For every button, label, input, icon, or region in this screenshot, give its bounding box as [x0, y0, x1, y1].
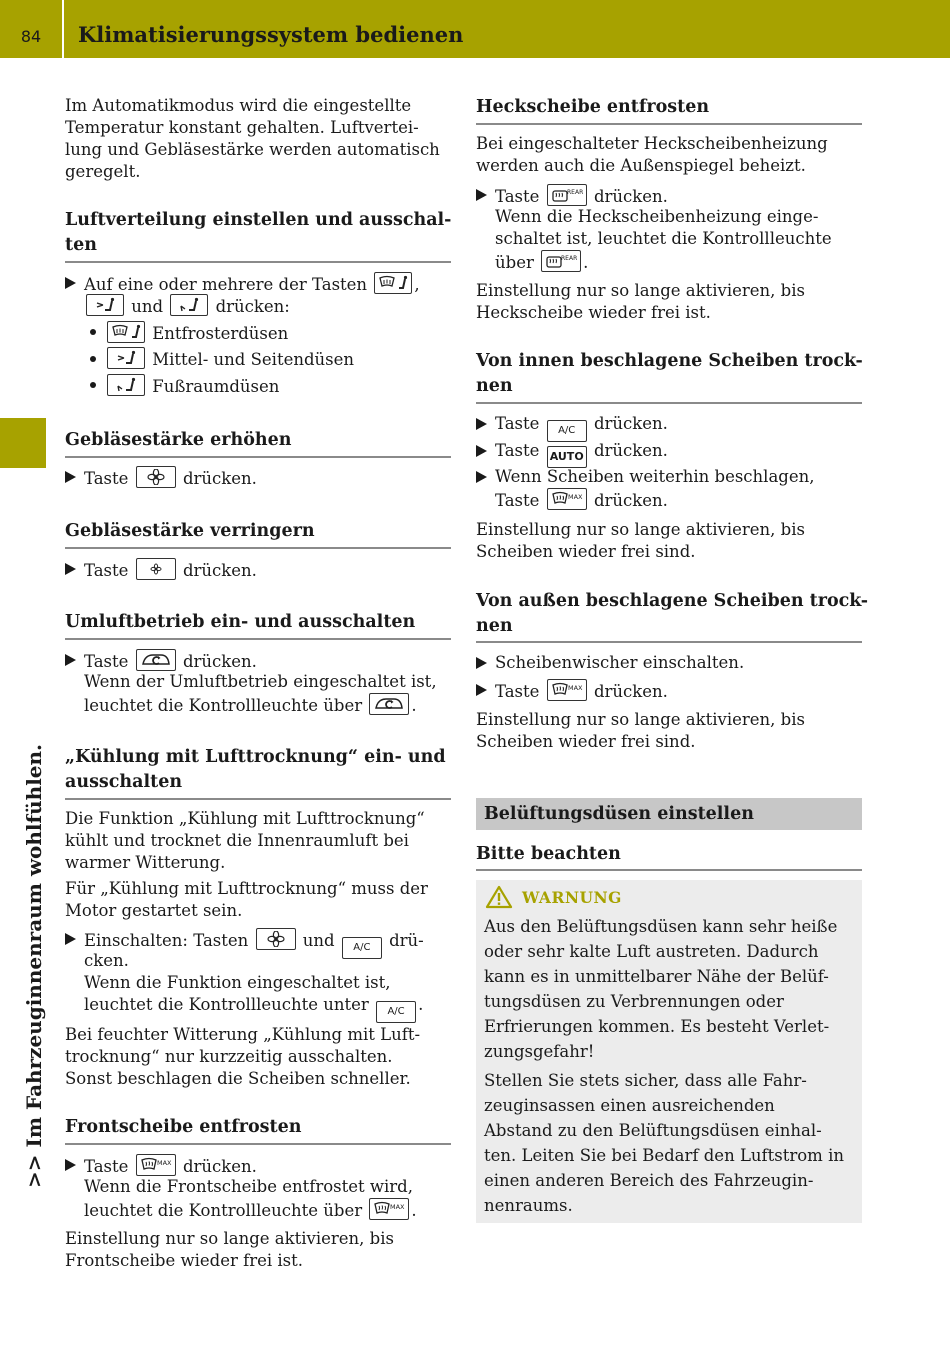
bullet-icon	[90, 329, 96, 335]
step-text: cken.	[84, 951, 129, 970]
svg-text:REAR: REAR	[561, 255, 578, 262]
step-text: Auf eine oder mehrere der Tasten	[84, 275, 368, 294]
section-heading: nen	[476, 376, 513, 396]
section-heading: ausschalten	[65, 772, 183, 792]
warning-line: tungsdüsen zu Verbrennungen oder	[484, 992, 784, 1011]
defrost-vent-key-icon	[374, 272, 412, 294]
page-number: 84	[20, 27, 42, 46]
step-text: ,	[414, 275, 420, 294]
step-text: Wenn die Funktion eingeschaltet ist,	[84, 973, 391, 992]
step-text: drücken.	[593, 682, 668, 701]
svg-text:MAX: MAX	[156, 1159, 172, 1167]
step-text: Taste	[84, 1157, 129, 1176]
step-arrow-icon	[65, 1159, 76, 1171]
section-heading: Frontscheibe entfrosten	[65, 1117, 302, 1137]
step-arrow-icon	[65, 277, 76, 289]
step-text: und	[302, 931, 335, 950]
heading-rule	[65, 261, 451, 263]
step-arrow-icon	[65, 471, 76, 483]
intro-line: geregelt.	[65, 162, 141, 181]
page-title: Klimatisierungssystem bedienen	[78, 22, 464, 47]
step-text: Einschalten: Tasten	[84, 931, 249, 950]
heading-rule	[65, 547, 451, 549]
section-heading: Luftverteilung einstellen und ausschal-	[65, 210, 452, 230]
step-text: über	[495, 253, 534, 272]
step-arrow-icon	[65, 563, 76, 575]
paragraph-line: Einstellung nur so lange aktivieren, bis	[65, 1229, 394, 1248]
step-arrow-icon	[65, 933, 76, 945]
section-heading: Heckscheibe entfrosten	[476, 97, 710, 117]
step-text: Taste	[84, 561, 129, 580]
auto-key: AUTO	[547, 446, 587, 468]
bullet-text: Fußraumdüsen	[152, 377, 280, 396]
step-text: Taste	[495, 682, 540, 701]
step-text: drücken.	[593, 187, 668, 206]
fan-high-key-icon	[136, 466, 176, 488]
step-text: Wenn Scheiben weiterhin beschlagen,	[495, 467, 815, 486]
paragraph-line: warmer Witterung.	[65, 853, 226, 872]
paragraph-line: Frontscheibe wieder frei ist.	[65, 1251, 304, 1270]
section-heading: nen	[476, 616, 513, 636]
step-text: Taste	[495, 491, 540, 510]
recirculation-key-icon	[136, 649, 176, 671]
warning-line: kann es in unmittelbarer Nähe der Belüf-	[484, 967, 829, 986]
warning-triangle-icon	[484, 884, 514, 914]
ac-key: A/C	[376, 1001, 416, 1023]
section-bar	[476, 798, 862, 830]
section-bar-title: Belüftungsdüsen einstellen	[484, 804, 754, 824]
paragraph-line: trocknung“ nur kurzzeitig ausschalten.	[65, 1047, 393, 1066]
section-heading: Von innen beschlagene Scheiben trock-	[476, 351, 863, 371]
step-text: .	[411, 1201, 417, 1220]
warning-line: oder sehr kalte Luft austreten. Dadurch	[484, 942, 819, 961]
step-text: drücken.	[182, 561, 257, 580]
defrost-vent-key-icon	[107, 321, 145, 343]
paragraph-line: Die Funktion „Kühlung mit Lufttrocknung“	[65, 809, 425, 828]
step-text: .	[418, 995, 424, 1014]
rear-defrost-key-icon	[541, 250, 581, 272]
warning-line: nenraums.	[484, 1196, 573, 1215]
step-text: drücken.	[593, 441, 668, 460]
page-header	[0, 0, 950, 58]
heading-rule	[476, 869, 862, 871]
paragraph-line: Einstellung nur so lange aktivieren, bis	[476, 710, 805, 729]
bullet-text: Entfrosterdüsen	[152, 324, 289, 343]
step-text: Taste	[495, 414, 540, 433]
warning-line: Abstand zu den Belüftungsdüsen einhal-	[484, 1121, 822, 1140]
step-text: drücken.	[182, 1157, 257, 1176]
bullet-text: Mittel- und Seitendüsen	[152, 350, 355, 369]
svg-text:REAR: REAR	[566, 189, 583, 196]
step-arrow-icon	[476, 657, 487, 669]
max-defrost-key-icon	[369, 1198, 409, 1220]
heading-rule	[65, 638, 451, 640]
paragraph-line: werden auch die Außenspiegel beheizt.	[476, 156, 806, 175]
step-text: .	[411, 696, 417, 715]
rear-defrost-key-icon	[547, 184, 587, 206]
footwell-vent-key-icon	[170, 294, 208, 316]
section-heading: „Kühlung mit Lufttrocknung“ ein- und	[65, 747, 446, 767]
section-heading: Von außen beschlagene Scheiben trock-	[476, 591, 868, 611]
step-arrow-icon	[476, 445, 487, 457]
svg-text:MAX: MAX	[567, 493, 583, 501]
paragraph-line: Einstellung nur so lange aktivieren, bis	[476, 281, 805, 300]
heading-rule	[65, 798, 451, 800]
step-text: leuchtet die Kontrollleuchte unter	[84, 995, 369, 1014]
svg-text:MAX: MAX	[390, 1203, 405, 1211]
heading-rule	[65, 1143, 451, 1145]
paragraph-line: Einstellung nur so lange aktivieren, bis	[476, 520, 805, 539]
heading-rule	[476, 123, 862, 125]
paragraph-line: Heckscheibe wieder frei ist.	[476, 303, 711, 322]
paragraph-line: Scheiben wieder frei sind.	[476, 732, 696, 751]
step-text: drü-	[389, 931, 424, 950]
step-arrow-icon	[476, 471, 487, 483]
chapter-side-label: >> Im Fahrzeuginnenraum wohlfühlen.	[22, 743, 46, 1188]
step-text: Wenn der Umluftbetrieb eingeschaltet ist,	[84, 672, 437, 691]
paragraph-line: kühlt und trocknet die Innenraumluft bei	[65, 831, 409, 850]
step-text: drücken.	[182, 469, 257, 488]
max-defrost-key-icon	[547, 488, 587, 510]
bullet-icon	[90, 356, 96, 362]
paragraph-line: Bei feuchter Witterung „Kühlung mit Luft-	[65, 1025, 421, 1044]
paragraph-line: Sonst beschlagen die Scheiben schneller.	[65, 1069, 411, 1088]
step-arrow-icon	[65, 654, 76, 666]
warning-line: Aus den Belüftungsdüsen kann sehr heiße	[484, 917, 838, 936]
heading-rule	[476, 641, 862, 643]
warning-title: WARNUNG	[522, 888, 622, 907]
warning-line: Stellen Sie stets sicher, dass alle Fahr-	[484, 1071, 807, 1090]
step-arrow-icon	[476, 418, 487, 430]
step-text: Taste	[495, 441, 540, 460]
section-heading: Gebläsestärke erhöhen	[65, 430, 292, 450]
svg-text:MAX: MAX	[567, 684, 583, 692]
section-heading: Gebläsestärke verringern	[65, 521, 315, 541]
warning-line: einen anderen Bereich des Fahrzeugin-	[484, 1171, 814, 1190]
step-text: Taste	[84, 469, 129, 488]
intro-line: lung und Gebläsestärke werden automatisch	[65, 140, 440, 159]
ac-key: A/C	[342, 937, 382, 959]
warning-line: zungsgefahr!	[484, 1042, 595, 1061]
max-defrost-key-icon	[136, 1154, 176, 1176]
center-vent-key-icon	[86, 294, 124, 316]
warning-line: ten. Leiten Sie bei Bedarf den Luftstrom in	[484, 1146, 844, 1165]
fan-high-key-icon	[256, 928, 296, 950]
step-text: schaltet ist, leuchtet die Kontrollleuchte	[495, 229, 832, 248]
step-arrow-icon	[476, 189, 487, 201]
ac-key: A/C	[547, 420, 587, 442]
step-text: Wenn die Heckscheibenheizung einge-	[495, 207, 819, 226]
step-text: leuchtet die Kontrollleuchte über	[84, 1201, 363, 1220]
step-text: .	[583, 253, 589, 272]
fan-low-key-icon	[136, 558, 176, 580]
step-text: leuchtet die Kontrollleuchte über	[84, 696, 363, 715]
step-text: drücken:	[215, 297, 290, 316]
step-text: Scheibenwischer einschalten.	[495, 653, 745, 672]
paragraph-line: Für „Kühlung mit Lufttrocknung“ muss der	[65, 879, 428, 898]
bullet-icon	[90, 382, 96, 388]
paragraph-line: Scheiben wieder frei sind.	[476, 542, 696, 561]
center-vent-key-icon	[107, 347, 145, 369]
max-defrost-key-icon	[547, 679, 587, 701]
step-text: Taste	[495, 187, 540, 206]
step-text: und	[131, 297, 164, 316]
header-divider	[62, 0, 64, 58]
step-text: Taste	[84, 652, 129, 671]
section-heading: Umluftbetrieb ein- und ausschalten	[65, 612, 416, 632]
paragraph-line: Bei eingeschalteter Heckscheibenheizung	[476, 134, 828, 153]
step-text: drücken.	[593, 414, 668, 433]
recirculation-key-icon	[369, 693, 409, 715]
step-arrow-icon	[476, 684, 487, 696]
intro-line: Im Automatikmodus wird die eingestellte	[65, 96, 412, 115]
chapter-tab-marker	[0, 418, 46, 468]
heading-rule	[476, 402, 862, 404]
warning-line: zeuginsassen einen ausreichenden	[484, 1096, 775, 1115]
warning-box	[476, 880, 862, 1223]
section-heading: Bitte beachten	[476, 844, 621, 864]
section-heading: ten	[65, 235, 97, 255]
footwell-vent-key-icon	[107, 374, 145, 396]
paragraph-line: Motor gestartet sein.	[65, 901, 243, 920]
step-text: drücken.	[593, 491, 668, 510]
step-text: drücken.	[182, 652, 257, 671]
step-text: Wenn die Frontscheibe entfrostet wird,	[84, 1177, 413, 1196]
heading-rule	[65, 456, 451, 458]
intro-line: Temperatur konstant gehalten. Luftvertei-	[65, 118, 419, 137]
warning-line: Erfrierungen kommen. Es besteht Verlet-	[484, 1017, 830, 1036]
